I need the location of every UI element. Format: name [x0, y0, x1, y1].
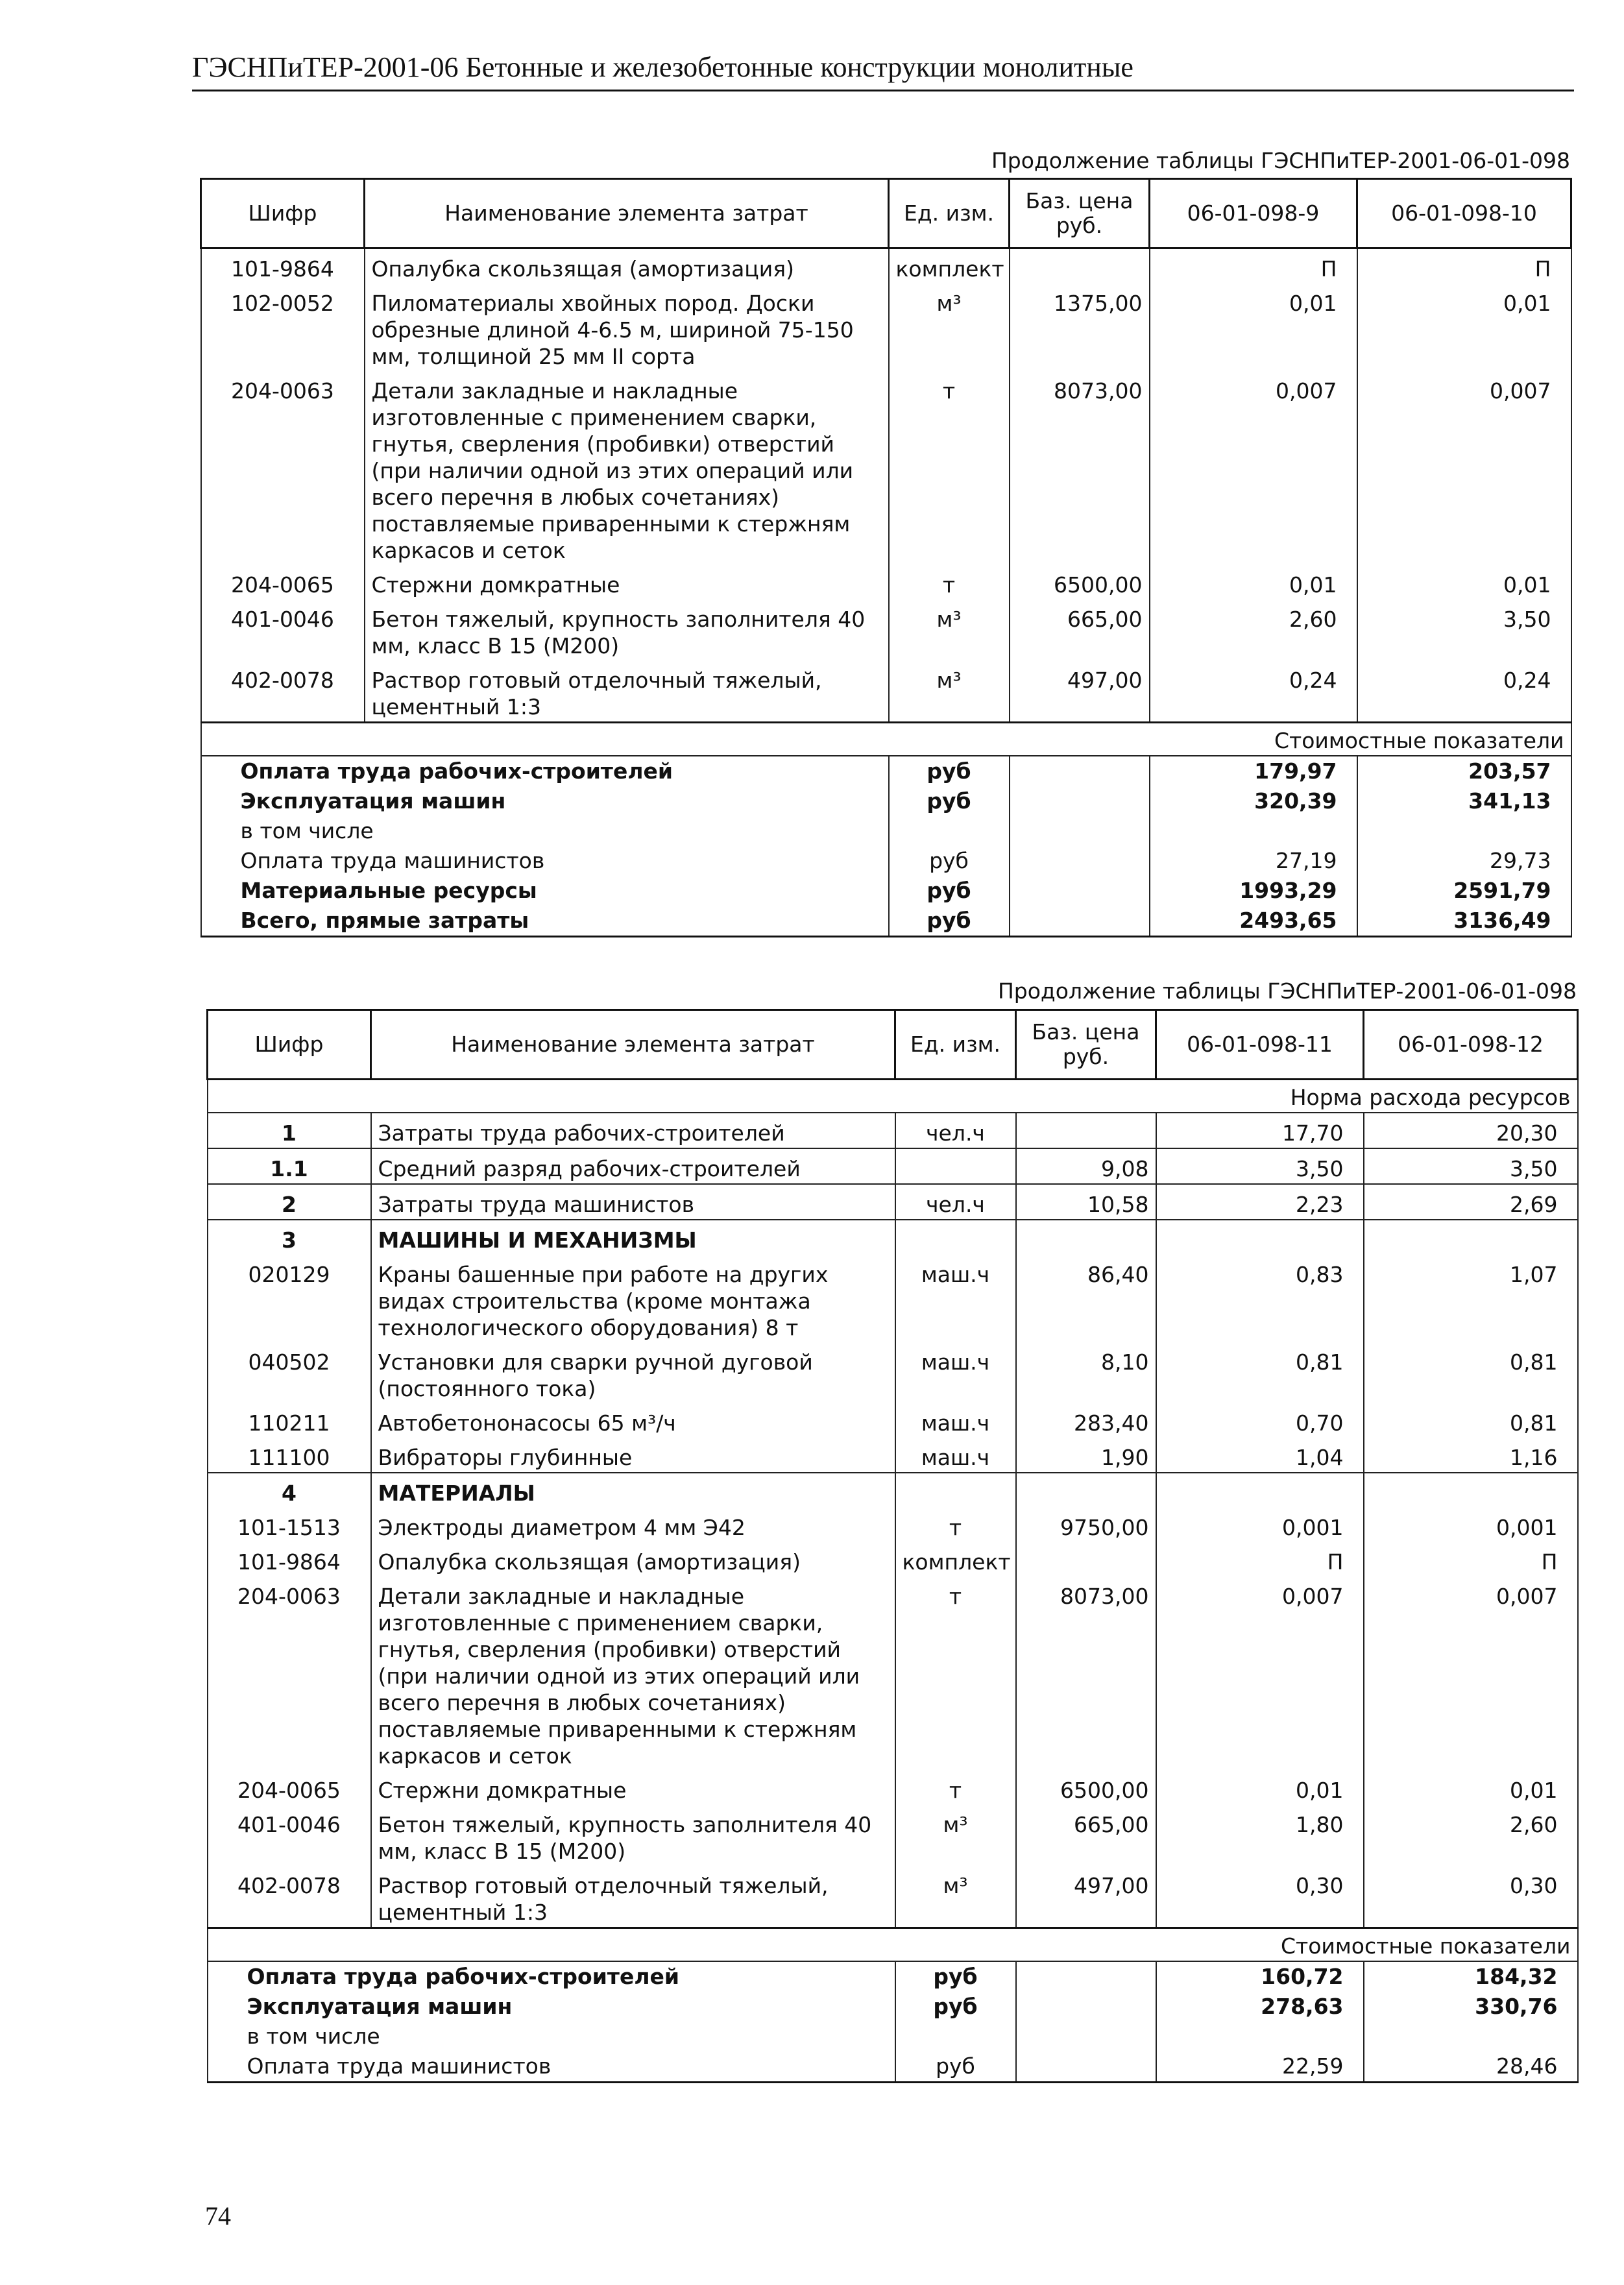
row-value-1: 0,83: [1156, 1255, 1364, 1342]
row-code: 110211: [208, 1403, 371, 1438]
row-unit: м³: [895, 1805, 1016, 1866]
row-price: 9,08: [1016, 1148, 1156, 1184]
row-value-1: 0,01: [1156, 1771, 1364, 1805]
row-value-2: 0,01: [1357, 284, 1571, 371]
row-code: 020129: [208, 1255, 371, 1342]
cost-row: [208, 2022, 1578, 2051]
table-row: [208, 1542, 1578, 1577]
col-header-variant-9: 06-01-098-9: [1150, 179, 1357, 248]
col-header-code: Шифр: [208, 1010, 371, 1080]
table2-norm-label-text: Норма расхода ресурсов: [208, 1080, 1578, 1113]
row-name: МАТЕРИАЛЫ: [371, 1473, 895, 1508]
cost-value-2: 2591,79: [1357, 876, 1571, 906]
cost-name: в том числе: [208, 2022, 895, 2051]
cost-price: [1010, 906, 1150, 937]
row-value-2: 0,01: [1364, 1771, 1578, 1805]
table-row: [201, 284, 1571, 371]
cost-unit: руб: [889, 756, 1010, 786]
row-code: 401-0046: [208, 1805, 371, 1866]
row-name: Пиломатериалы хвойных пород. Доски обрезные длиной 4-6.5 м, шириной 75-150 мм, толщиной 25 мм II сорта: [365, 284, 889, 371]
cost-row: [208, 2051, 1578, 2083]
cost-unit: руб: [895, 1961, 1016, 1992]
cost-unit: руб: [889, 876, 1010, 906]
table-row: [201, 371, 1571, 565]
row-price: 283,40: [1016, 1403, 1156, 1438]
row-name: Опалубка скользящая (амортизация): [365, 248, 889, 284]
row-unit: маш.ч: [895, 1342, 1016, 1403]
cost-unit: [889, 816, 1010, 846]
col-header-variant-10: 06-01-098-10: [1357, 179, 1571, 248]
row-unit: маш.ч: [895, 1403, 1016, 1438]
row-value-1: 0,81: [1156, 1342, 1364, 1403]
row-price: 10,58: [1016, 1184, 1156, 1220]
col-header-price: Баз. цена руб.: [1010, 179, 1150, 248]
row-code: 4: [208, 1473, 371, 1508]
row-name: Бетон тяжелый, крупность заполнителя 40 мм, класс В 15 (М200): [371, 1805, 895, 1866]
row-code: 3: [208, 1220, 371, 1255]
row-value-2: 3,50: [1364, 1148, 1578, 1184]
row-price: 9750,00: [1016, 1508, 1156, 1542]
row-value-1: 0,001: [1156, 1508, 1364, 1542]
row-value-2: 0,007: [1364, 1577, 1578, 1771]
row-price: 497,00: [1016, 1866, 1156, 1928]
row-code: 204-0063: [208, 1577, 371, 1771]
cost-unit: руб: [895, 1992, 1016, 2022]
col-header-variant-12: 06-01-098-12: [1364, 1010, 1578, 1080]
col-header-name: Наименование элемента затрат: [371, 1010, 895, 1080]
cost-row: [201, 786, 1571, 816]
row-value-1: 0,007: [1156, 1577, 1364, 1771]
col-header-variant-11: 06-01-098-11: [1156, 1010, 1364, 1080]
col-header-name: Наименование элемента затрат: [365, 179, 889, 248]
row-name: Детали закладные и накладные изготовленные с применением сварки, гнутья, сверления (пробивки) отверстий (при наличии одной из этих операций или всего перечня в любых сочетаниях) поставляемые приваренными к стержням каркасов и сеток: [365, 371, 889, 565]
cost-value-1: 27,19: [1150, 846, 1357, 876]
row-name: Стержни домкратные: [365, 565, 889, 599]
table-row: [208, 1577, 1578, 1771]
row-code: 1: [208, 1113, 371, 1148]
row-price: [1016, 1113, 1156, 1148]
cost-value-2: [1357, 816, 1571, 846]
table2-cost-label: [208, 1928, 1578, 1962]
row-unit: чел.ч: [895, 1184, 1016, 1220]
row-unit: маш.ч: [895, 1255, 1016, 1342]
cost-row: [201, 846, 1571, 876]
row-price: 665,00: [1016, 1805, 1156, 1866]
col-header-price: Баз. цена руб.: [1016, 1010, 1156, 1080]
cost-row: [201, 876, 1571, 906]
table-row: [201, 599, 1571, 660]
row-unit: т: [895, 1508, 1016, 1542]
row-value-2: П: [1364, 1542, 1578, 1577]
row-price: 8073,00: [1016, 1577, 1156, 1771]
row-value-2: 0,30: [1364, 1866, 1578, 1928]
row-price: 6500,00: [1016, 1771, 1156, 1805]
table-row: [208, 1508, 1578, 1542]
row-name: Установки для сварки ручной дуговой (постоянного тока): [371, 1342, 895, 1403]
cost-value-1: 160,72: [1156, 1961, 1364, 1992]
row-code: 101-9864: [201, 248, 365, 284]
row-name: Автобетононасосы 65 м³/ч: [371, 1403, 895, 1438]
cost-unit: руб: [889, 786, 1010, 816]
table2: [206, 1009, 1579, 2083]
row-value-2: П: [1357, 248, 1571, 284]
row-price: [1016, 1220, 1156, 1255]
row-price: 8,10: [1016, 1342, 1156, 1403]
cost-value-2: 203,57: [1357, 756, 1571, 786]
cost-value-2: 28,46: [1364, 2051, 1578, 2083]
row-unit: т: [895, 1771, 1016, 1805]
row-unit: т: [889, 371, 1010, 565]
row-name: Затраты труда машинистов: [371, 1184, 895, 1220]
cost-name: Оплата труда рабочих-строителей: [201, 756, 889, 786]
row-value-1: 3,50: [1156, 1148, 1364, 1184]
table-row: [208, 1342, 1578, 1403]
cost-name: Оплата труда рабочих-строителей: [208, 1961, 895, 1992]
table-row: [208, 1438, 1578, 1473]
cost-value-1: 2493,65: [1150, 906, 1357, 937]
page-header-title: ГЭСНПиТЕР-2001-06 Бетонные и железобетонные конструкции монолитные: [192, 51, 1133, 83]
row-unit: т: [889, 565, 1010, 599]
row-unit: маш.ч: [895, 1438, 1016, 1473]
row-name: Затраты труда рабочих-строителей: [371, 1113, 895, 1148]
table1-cost-label: [201, 723, 1571, 756]
row-value-2: 1,07: [1364, 1255, 1578, 1342]
row-price: [1016, 1542, 1156, 1577]
cost-value-2: 29,73: [1357, 846, 1571, 876]
cost-price: [1010, 876, 1150, 906]
row-name: Электроды диаметром 4 мм Э42: [371, 1508, 895, 1542]
cost-row: [201, 906, 1571, 937]
row-name: Вибраторы глубинные: [371, 1438, 895, 1473]
table-row: [201, 248, 1571, 284]
cost-row: [208, 1961, 1578, 1992]
row-code: 111100: [208, 1438, 371, 1473]
table-row: [208, 1473, 1578, 1508]
row-code: 401-0046: [201, 599, 365, 660]
row-value-2: 0,007: [1357, 371, 1571, 565]
row-name: Раствор готовый отделочный тяжелый, цементный 1:3: [371, 1866, 895, 1928]
row-value-2: [1364, 1473, 1578, 1508]
row-value-2: 0,001: [1364, 1508, 1578, 1542]
row-code: 2: [208, 1184, 371, 1220]
cost-value-2: 184,32: [1364, 1961, 1578, 1992]
table2-caption: Продолжение таблицы ГЭСНПиТЕР-2001-06-01-098: [997, 978, 1577, 1004]
cost-unit: [895, 2022, 1016, 2051]
cost-name: Материальные ресурсы: [201, 876, 889, 906]
cost-value-1: 1993,29: [1150, 876, 1357, 906]
cost-price: [1010, 816, 1150, 846]
row-unit: комплект: [895, 1542, 1016, 1577]
row-price: 1,90: [1016, 1438, 1156, 1473]
row-price: 6500,00: [1010, 565, 1150, 599]
row-code: 402-0078: [208, 1866, 371, 1928]
row-value-1: [1156, 1220, 1364, 1255]
row-unit: [895, 1148, 1016, 1184]
header-rule: [192, 90, 1574, 91]
table-row: [208, 1184, 1578, 1220]
row-price: 665,00: [1010, 599, 1150, 660]
cost-value-2: 330,76: [1364, 1992, 1578, 2022]
row-unit: м³: [889, 284, 1010, 371]
row-price: 8073,00: [1010, 371, 1150, 565]
cost-value-2: [1364, 2022, 1578, 2051]
row-value-2: 2,60: [1364, 1805, 1578, 1866]
table2-header-row: [208, 1010, 1578, 1080]
table-row: [208, 1866, 1578, 1928]
table2-cost-label-text: Стоимостные показатели: [208, 1928, 1578, 1962]
table1-header-row: [201, 179, 1571, 248]
cost-value-2: 3136,49: [1357, 906, 1571, 937]
row-unit: м³: [889, 599, 1010, 660]
cost-name: Эксплуатация машин: [201, 786, 889, 816]
row-value-2: 2,69: [1364, 1184, 1578, 1220]
row-code: 204-0065: [201, 565, 365, 599]
row-unit: чел.ч: [895, 1113, 1016, 1148]
row-unit: м³: [889, 660, 1010, 723]
table-row: [208, 1113, 1578, 1148]
page-number: 74: [205, 2201, 231, 2231]
cost-unit: руб: [895, 2051, 1016, 2083]
cost-value-1: 278,63: [1156, 1992, 1364, 2022]
row-price: [1016, 1473, 1156, 1508]
row-value-1: 0,007: [1150, 371, 1357, 565]
table-row: [208, 1403, 1578, 1438]
col-header-unit: Ед. изм.: [895, 1010, 1016, 1080]
row-value-2: 0,81: [1364, 1403, 1578, 1438]
cost-name: Эксплуатация машин: [208, 1992, 895, 2022]
row-name: Опалубка скользящая (амортизация): [371, 1542, 895, 1577]
row-value-1: 1,80: [1156, 1805, 1364, 1866]
row-code: 402-0078: [201, 660, 365, 723]
cost-row: [201, 816, 1571, 846]
cost-unit: руб: [889, 846, 1010, 876]
cost-price: [1016, 1992, 1156, 2022]
row-value-1: 1,04: [1156, 1438, 1364, 1473]
row-code: 101-1513: [208, 1508, 371, 1542]
row-code: 101-9864: [208, 1542, 371, 1577]
cost-value-2: 341,13: [1357, 786, 1571, 816]
cost-value-1: [1156, 2022, 1364, 2051]
row-value-2: 0,81: [1364, 1342, 1578, 1403]
row-value-1: 0,70: [1156, 1403, 1364, 1438]
row-value-1: 0,01: [1150, 284, 1357, 371]
row-code: 204-0065: [208, 1771, 371, 1805]
row-code: 204-0063: [201, 371, 365, 565]
cost-price: [1010, 846, 1150, 876]
cost-price: [1016, 1961, 1156, 1992]
cost-value-1: 320,39: [1150, 786, 1357, 816]
row-value-2: [1364, 1220, 1578, 1255]
cost-row: [208, 1992, 1578, 2022]
row-value-1: [1156, 1473, 1364, 1508]
row-code: 040502: [208, 1342, 371, 1403]
cost-value-1: 22,59: [1156, 2051, 1364, 2083]
cost-unit: руб: [889, 906, 1010, 937]
row-value-1: 0,24: [1150, 660, 1357, 723]
row-price: [1010, 248, 1150, 284]
row-price: 86,40: [1016, 1255, 1156, 1342]
row-price: 497,00: [1010, 660, 1150, 723]
table-row: [208, 1771, 1578, 1805]
row-unit: т: [895, 1577, 1016, 1771]
table1-caption: Продолжение таблицы ГЭСНПиТЕР-2001-06-01-098: [991, 148, 1570, 173]
row-name: Краны башенные при работе на других видах строительства (кроме монтажа технологического оборудования) 8 т: [371, 1255, 895, 1342]
col-header-code: Шифр: [201, 179, 365, 248]
row-value-1: П: [1150, 248, 1357, 284]
table1: [200, 178, 1572, 937]
row-unit: м³: [895, 1866, 1016, 1928]
row-code: 1.1: [208, 1148, 371, 1184]
row-name: Раствор готовый отделочный тяжелый, цементный 1:3: [365, 660, 889, 723]
row-unit: [895, 1473, 1016, 1508]
table-row: [208, 1148, 1578, 1184]
row-value-1: П: [1156, 1542, 1364, 1577]
row-name: Средний разряд рабочих-строителей: [371, 1148, 895, 1184]
cost-value-1: [1150, 816, 1357, 846]
cost-price: [1010, 756, 1150, 786]
cost-name: в том числе: [201, 816, 889, 846]
cost-row: [201, 756, 1571, 786]
table-row: [208, 1255, 1578, 1342]
col-header-unit: Ед. изм.: [889, 179, 1010, 248]
table-row: [201, 565, 1571, 599]
row-unit: комплект: [889, 248, 1010, 284]
row-value-2: 20,30: [1364, 1113, 1578, 1148]
cost-price: [1016, 2022, 1156, 2051]
row-name: Стержни домкратные: [371, 1771, 895, 1805]
table-row: [208, 1220, 1578, 1255]
row-value-2: 0,01: [1357, 565, 1571, 599]
row-value-1: 2,23: [1156, 1184, 1364, 1220]
row-unit: [895, 1220, 1016, 1255]
table2-norm-label: [208, 1080, 1578, 1113]
row-code: 102-0052: [201, 284, 365, 371]
cost-name: Оплата труда машинистов: [208, 2051, 895, 2083]
row-value-1: 17,70: [1156, 1113, 1364, 1148]
row-price: 1375,00: [1010, 284, 1150, 371]
row-value-2: 1,16: [1364, 1438, 1578, 1473]
row-value-2: 3,50: [1357, 599, 1571, 660]
row-value-1: 0,30: [1156, 1866, 1364, 1928]
cost-price: [1010, 786, 1150, 816]
row-value-1: 0,01: [1150, 565, 1357, 599]
table-row: [208, 1805, 1578, 1866]
row-name: МАШИНЫ И МЕХАНИЗМЫ: [371, 1220, 895, 1255]
cost-price: [1016, 2051, 1156, 2083]
row-value-1: 2,60: [1150, 599, 1357, 660]
table-row: [201, 660, 1571, 723]
row-name: Бетон тяжелый, крупность заполнителя 40 мм, класс В 15 (М200): [365, 599, 889, 660]
row-value-2: 0,24: [1357, 660, 1571, 723]
cost-name: Оплата труда машинистов: [201, 846, 889, 876]
row-name: Детали закладные и накладные изготовленные с применением сварки, гнутья, сверления (пробивки) отверстий (при наличии одной из этих операций или всего перечня в любых сочетаниях) поставляемые приваренными к стержням каркасов и сеток: [371, 1577, 895, 1771]
table1-cost-label-text: Стоимостные показатели: [201, 723, 1571, 756]
cost-name: Всего, прямые затраты: [201, 906, 889, 937]
cost-value-1: 179,97: [1150, 756, 1357, 786]
